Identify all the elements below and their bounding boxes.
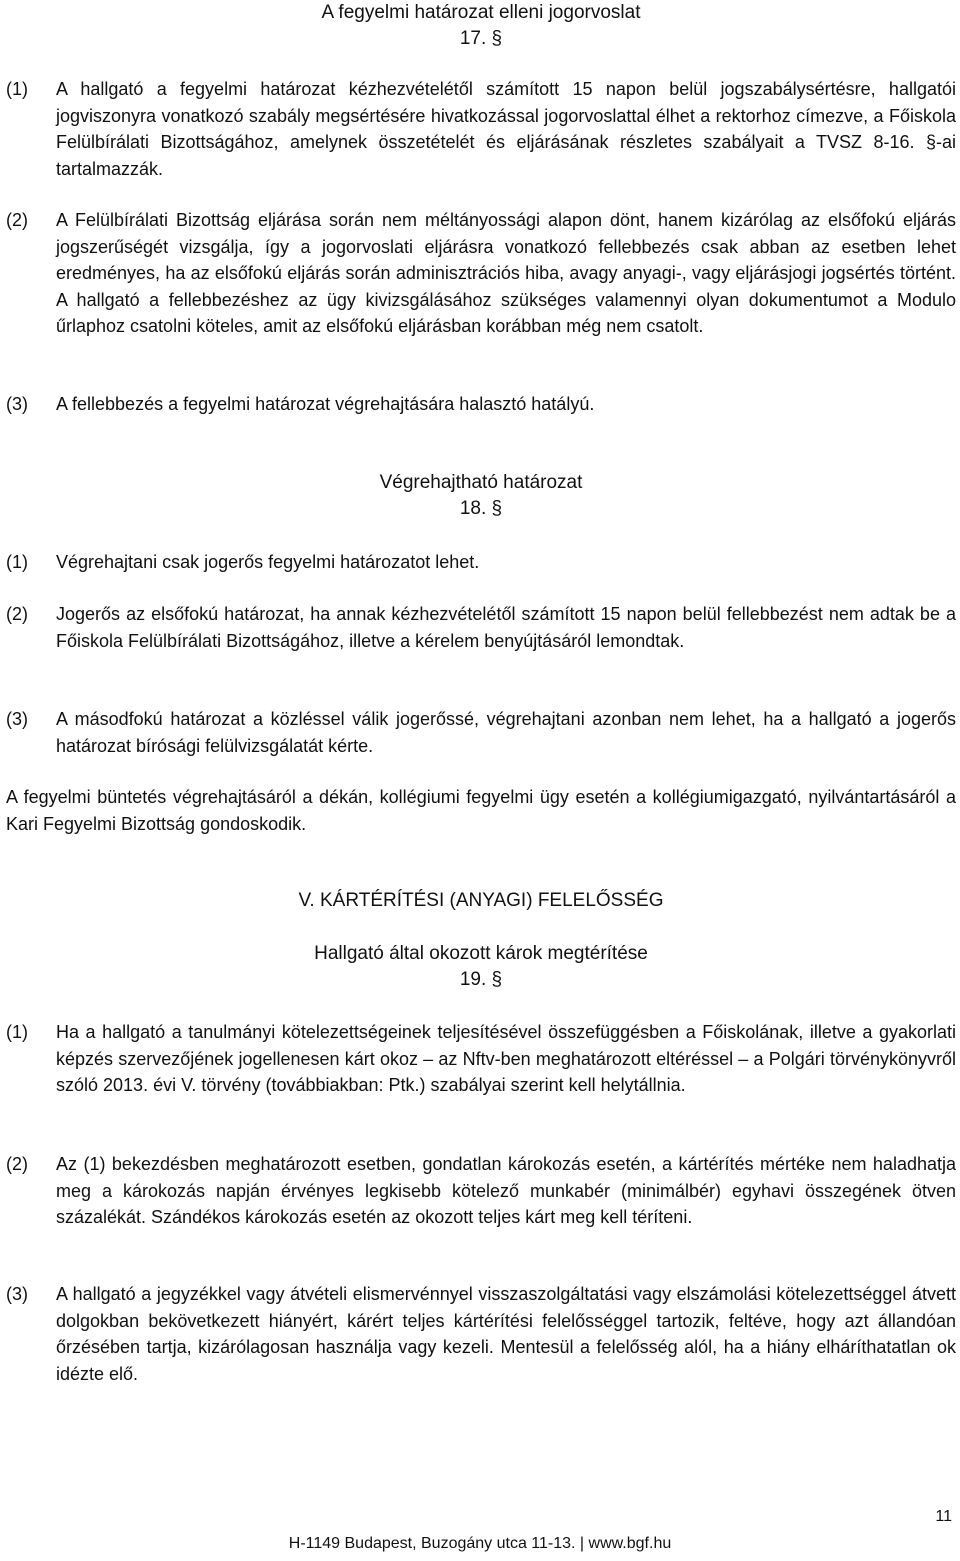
section-19-title: Hallgató által okozott károk megtérítése (314, 943, 648, 964)
section-19-heading (6, 941, 956, 993)
para-text: A Felülbírálati Bizottság eljárása során nem méltányossági alapon dönt, hanem kizárólag az elsőfokú eljárás jogszerűségét vizsgálja, így a jogorvoslati eljárásra vonatkozó fellebbezés csak abban az esetben lehet eredményes, ha az elsőfokú eljárás során adminisztrációs hiba, avagy anyagi-, vagy eljárásjogi jogsértés történt. A hallgató a fellebbezéshez az ügy kivizsgálásához szükséges valamennyi olyan dokumentumot a Modulo űrlaphoz csatolni köteles, amit az elsőfokú eljárásban korábban még nem csatolt. (56, 210, 956, 337)
section-18-closing: A fegyelmi büntetés végrehajtásáról a dékán, kollégiumi fegyelmi ügy esetén a kollégiumigazgató, nyilvántartásáról a Kari Fegyelmi Bizottság gondoskodik. (6, 787, 956, 834)
para-number: (3) (6, 1284, 28, 1304)
section-19-para-1 (6, 1019, 956, 1099)
section-17-para-3 (6, 391, 956, 418)
chapter-5-title: V. KÁRTÉRÍTÉSI (ANYAGI) FELELŐSSÉG (298, 890, 664, 911)
para-number: (2) (6, 1154, 28, 1174)
para-text: A másodfokú határozat a közléssel válik jogerőssé, végrehajtani azonban nem lehet, ha a hallgató a jogerős határozat bírósági felülvizsgálatát kérte. (56, 709, 956, 756)
para-text: Jogerős az elsőfokú határozat, ha annak kézhezvételétől számított 15 napon belül fellebbezést nem adtak be a Főiskola Felülbírálati Bizottságához, illetve a kérelem benyújtásáról lemondtak. (56, 604, 956, 651)
section-17-para-1 (6, 76, 956, 182)
section-17-heading (6, 0, 956, 52)
section-17-para-2 (6, 207, 956, 340)
para-text: A fellebbezés a fegyelmi határozat végrehajtására halasztó hatályú. (56, 394, 595, 414)
section-19-para-3 (6, 1281, 956, 1387)
section-18-para-1 (6, 549, 956, 576)
footer-address: H-1149 Budapest, Buzogány utca 11-13. | www.bgf.hu (288, 1535, 672, 1552)
section-19-number: 19. § (459, 969, 503, 990)
para-number: (3) (6, 394, 28, 414)
page-number: 11 (935, 1508, 952, 1525)
para-text: Az (1) bekezdésben meghatározott esetben, gondatlan károkozás esetén, a kártérítés mértéke nem haladhatja meg a károkozás napján érvényes legkisebb kötelező munkabér (minimálbér) egyhavi összegének ötven százalékát. Szándékos károkozás esetén az okozott teljes kárt meg kell téríteni. (56, 1154, 956, 1228)
para-text: Végrehajtani csak jogerős fegyelmi határozatot lehet. (56, 552, 480, 572)
section-17-number: 17. § (459, 28, 503, 49)
section-18-number: 18. § (459, 498, 503, 519)
section-18-heading (6, 470, 956, 522)
section-18-para-2 (6, 601, 956, 654)
para-number: (2) (6, 210, 28, 230)
para-number: (1) (6, 1022, 28, 1042)
para-number: (2) (6, 604, 28, 624)
para-text: Ha a hallgató a tanulmányi kötelezettségeinek teljesítésével összefüggésben a Főiskolának, illetve a gyakorlati képzés szervezőjének jogellenesen kárt okoz – az Nftv-ben meghatározott eltéréssel – a Polgári törvénykönyvről szóló 2013. évi V. törvény (továbbiakban: Ptk.) szabályai szerint kell helytállnia. (56, 1022, 956, 1096)
para-text: A hallgató a jegyzékkel vagy átvételi elismervénnyel visszaszolgáltatási vagy elszámolási kötelezettséggel átvett dolgokban bekövetkezett hiányért, kárért teljes kártérítési felelősséggel tartozik, feltéve, hogy azt állandóan őrzésében tartja, kizárólagosan használja vagy kezeli. Mentesül a felelősség alól, ha a hiány elháríthatatlan ok idézte elő. (56, 1284, 956, 1384)
section-18-title: Végrehajtható határozat (379, 472, 583, 493)
section-17-title: A fegyelmi határozat elleni jogorvoslat (321, 2, 641, 23)
para-number: (3) (6, 709, 28, 729)
section-18-para-3 (6, 706, 956, 759)
para-text: A hallgató a fegyelmi határozat kézhezvételétől számított 15 napon belül jogszabálysértésre, hallgatói jogviszonyra vonatkozó szabály megsértésére hivatkozással jogorvoslattal élhet a rektorhoz címezve, a Főiskola Felülbírálati Bizottságához, amelynek összetételét és eljárásának részletes szabályait a TVSZ 8-16. §-ai tartalmazzák. (56, 79, 956, 179)
para-number: (1) (6, 79, 28, 99)
para-number: (1) (6, 552, 28, 572)
section-19-para-2 (6, 1151, 956, 1231)
